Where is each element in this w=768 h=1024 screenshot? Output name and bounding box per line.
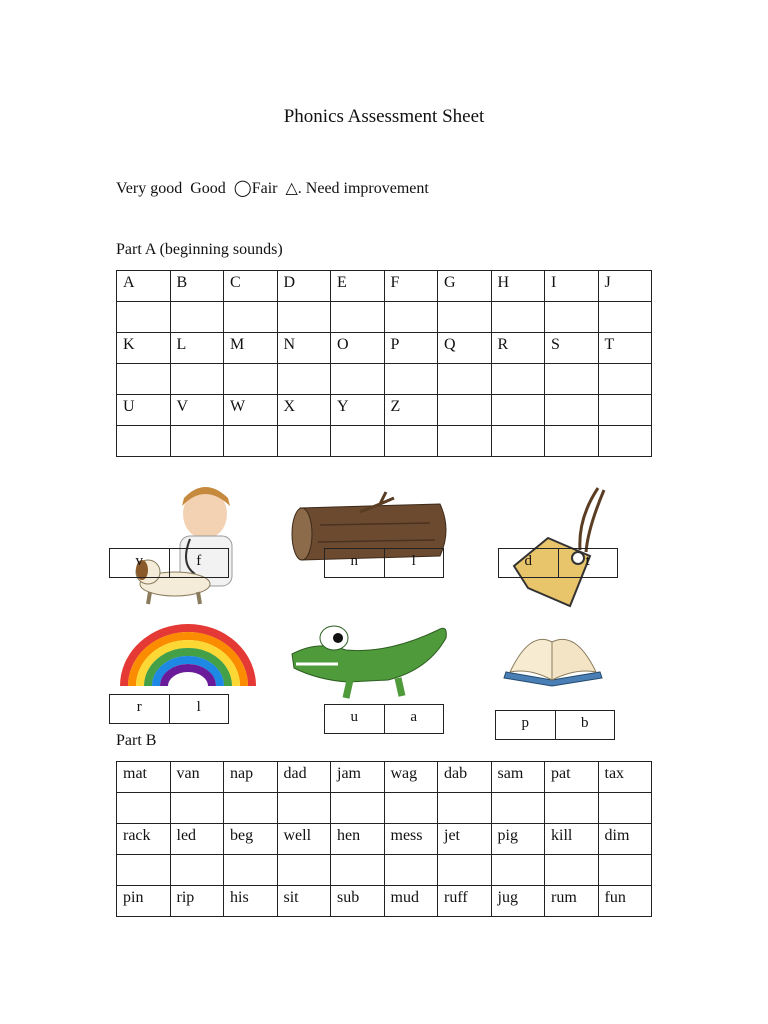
letter-cell: Y [331, 395, 385, 426]
answer-cell[interactable] [170, 302, 224, 333]
letter-cell: M [224, 333, 278, 364]
letter-cell: V [170, 395, 224, 426]
choice-1[interactable]: p [521, 715, 529, 731]
letter-cell: G [438, 271, 492, 302]
need-improvement-label: . Need improvement [297, 180, 429, 197]
part-b-table [116, 761, 652, 917]
letter-cell: K [117, 333, 171, 364]
part-a-heading: Part A (beginning sounds) [116, 241, 283, 258]
letter-cell: van [170, 762, 224, 793]
table-row [117, 793, 652, 824]
answer-cell[interactable] [598, 855, 652, 886]
choice-2[interactable]: l [384, 549, 444, 577]
answer-cell[interactable] [331, 364, 385, 395]
table-row [117, 824, 652, 855]
answer-cell[interactable] [545, 395, 599, 426]
answer-cell[interactable] [545, 855, 599, 886]
letter-cell: mud [384, 886, 438, 917]
part-b-heading: Part B [116, 732, 157, 749]
letter-cell: jet [438, 824, 492, 855]
letter-cell: A [117, 271, 171, 302]
alligator-choice-box [324, 704, 444, 734]
log-choice-box [324, 548, 444, 578]
letter-cell: E [331, 271, 385, 302]
answer-cell[interactable] [438, 302, 492, 333]
rating-legend [116, 178, 433, 198]
letter-cell: H [491, 271, 545, 302]
answer-cell[interactable] [117, 364, 171, 395]
letter-cell: T [598, 333, 652, 364]
answer-cell[interactable] [491, 855, 545, 886]
letter-cell: mess [384, 824, 438, 855]
letter-cell: pin [117, 886, 171, 917]
table-row [117, 364, 652, 395]
letter-cell: sit [277, 886, 331, 917]
letter-cell: S [545, 333, 599, 364]
letter-cell: beg [224, 824, 278, 855]
answer-cell[interactable] [224, 793, 278, 824]
answer-cell[interactable] [545, 793, 599, 824]
good-label: Good [190, 180, 226, 197]
answer-cell[interactable] [438, 364, 492, 395]
table-row [117, 333, 652, 364]
answer-cell[interactable] [545, 426, 599, 457]
letter-cell: O [331, 333, 385, 364]
choice-1[interactable]: r [136, 699, 142, 715]
letter-cell: rack [117, 824, 171, 855]
letter-cell: X [277, 395, 331, 426]
letter-cell: U [117, 395, 171, 426]
letter-cell: tax [598, 762, 652, 793]
answer-cell[interactable] [277, 302, 331, 333]
letter-cell: his [224, 886, 278, 917]
book-choice-box [495, 710, 615, 740]
letter-cell: B [170, 271, 224, 302]
answer-cell[interactable] [384, 855, 438, 886]
choice-1[interactable]: u [350, 709, 358, 725]
letter-cell: pat [545, 762, 599, 793]
letter-cell: mat [117, 762, 171, 793]
answer-cell[interactable] [491, 426, 545, 457]
answer-cell[interactable] [117, 302, 171, 333]
letter-cell: R [491, 333, 545, 364]
choice-1[interactable]: d [524, 553, 532, 569]
table-row [117, 762, 652, 793]
letter-cell: Q [438, 333, 492, 364]
answer-cell[interactable] [224, 855, 278, 886]
answer-cell[interactable] [331, 302, 385, 333]
answer-cell[interactable] [545, 364, 599, 395]
letter-cell: fun [598, 886, 652, 917]
answer-cell[interactable] [384, 364, 438, 395]
vet-illustration [120, 484, 255, 609]
letter-cell: hen [331, 824, 385, 855]
answer-cell[interactable] [117, 793, 171, 824]
page-title: Phonics Assessment Sheet [283, 106, 485, 127]
answer-cell[interactable] [384, 302, 438, 333]
choice-1[interactable]: v [135, 553, 143, 569]
letter-cell: N [277, 333, 331, 364]
letter-cell: L [170, 333, 224, 364]
letter-cell: dim [598, 824, 652, 855]
answer-cell[interactable] [438, 395, 492, 426]
answer-cell[interactable] [277, 855, 331, 886]
answer-cell[interactable] [491, 793, 545, 824]
answer-cell[interactable] [438, 793, 492, 824]
triangle-icon: △ [285, 180, 298, 197]
letter-cell: dad [277, 762, 331, 793]
answer-cell[interactable] [598, 302, 652, 333]
choice-2[interactable]: l [169, 695, 229, 723]
answer-cell[interactable] [384, 426, 438, 457]
letter-cell: D [277, 271, 331, 302]
letter-cell: rip [170, 886, 224, 917]
letter-cell: I [545, 271, 599, 302]
letter-cell: nap [224, 762, 278, 793]
answer-cell[interactable] [598, 426, 652, 457]
rainbow-illustration [118, 624, 258, 688]
letter-cell: jam [331, 762, 385, 793]
answer-cell[interactable] [224, 302, 278, 333]
table-row [117, 395, 652, 426]
letter-cell: jug [491, 886, 545, 917]
choice-1[interactable]: n [350, 553, 358, 569]
book-illustration [500, 628, 606, 688]
answer-cell[interactable] [331, 793, 385, 824]
letter-cell: Z [384, 395, 438, 426]
letter-cell: led [170, 824, 224, 855]
tag-choice-box [498, 548, 618, 578]
letter-cell: dab [438, 762, 492, 793]
choice-2[interactable]: b [555, 711, 615, 739]
letter-cell: sub [331, 886, 385, 917]
alligator-illustration [288, 620, 453, 702]
table-row [117, 271, 652, 302]
answer-cell[interactable] [491, 395, 545, 426]
answer-cell[interactable] [331, 855, 385, 886]
table-row [117, 886, 652, 917]
letter-cell: F [384, 271, 438, 302]
vet-choice-box [109, 548, 229, 578]
fair-label: Fair [251, 180, 278, 197]
answer-cell[interactable] [277, 793, 331, 824]
letter-cell: W [224, 395, 278, 426]
answer-cell[interactable] [224, 426, 278, 457]
table-row [117, 855, 652, 886]
very-good-label: Very good [116, 180, 183, 197]
answer-cell[interactable] [438, 426, 492, 457]
part-a-table [116, 270, 652, 457]
answer-cell[interactable] [491, 302, 545, 333]
answer-cell[interactable] [277, 426, 331, 457]
answer-cell[interactable] [117, 855, 171, 886]
answer-cell[interactable] [598, 395, 652, 426]
letter-cell: J [598, 271, 652, 302]
letter-cell: kill [545, 824, 599, 855]
answer-cell[interactable] [598, 364, 652, 395]
answer-cell[interactable] [545, 302, 599, 333]
answer-cell[interactable] [170, 855, 224, 886]
answer-cell[interactable] [117, 426, 171, 457]
answer-cell[interactable] [170, 364, 224, 395]
letter-cell: P [384, 333, 438, 364]
answer-cell[interactable] [170, 426, 224, 457]
letter-cell: sam [491, 762, 545, 793]
answer-cell[interactable] [277, 364, 331, 395]
choice-2[interactable]: t [558, 549, 618, 577]
answer-cell[interactable] [170, 793, 224, 824]
letter-cell: ruff [438, 886, 492, 917]
choice-2[interactable]: f [169, 549, 229, 577]
letter-cell: pig [491, 824, 545, 855]
answer-cell[interactable] [331, 426, 385, 457]
answer-cell[interactable] [598, 793, 652, 824]
letter-cell: rum [545, 886, 599, 917]
answer-cell[interactable] [384, 793, 438, 824]
answer-cell[interactable] [224, 364, 278, 395]
answer-cell[interactable] [438, 855, 492, 886]
rainbow-choice-box [109, 694, 229, 724]
fair-circle-icon: ◯ [233, 180, 252, 197]
answer-cell[interactable] [491, 364, 545, 395]
letter-cell: C [224, 271, 278, 302]
letter-cell: wag [384, 762, 438, 793]
table-row [117, 426, 652, 457]
choice-2[interactable]: a [384, 705, 444, 733]
letter-cell: well [277, 824, 331, 855]
table-row [117, 302, 652, 333]
